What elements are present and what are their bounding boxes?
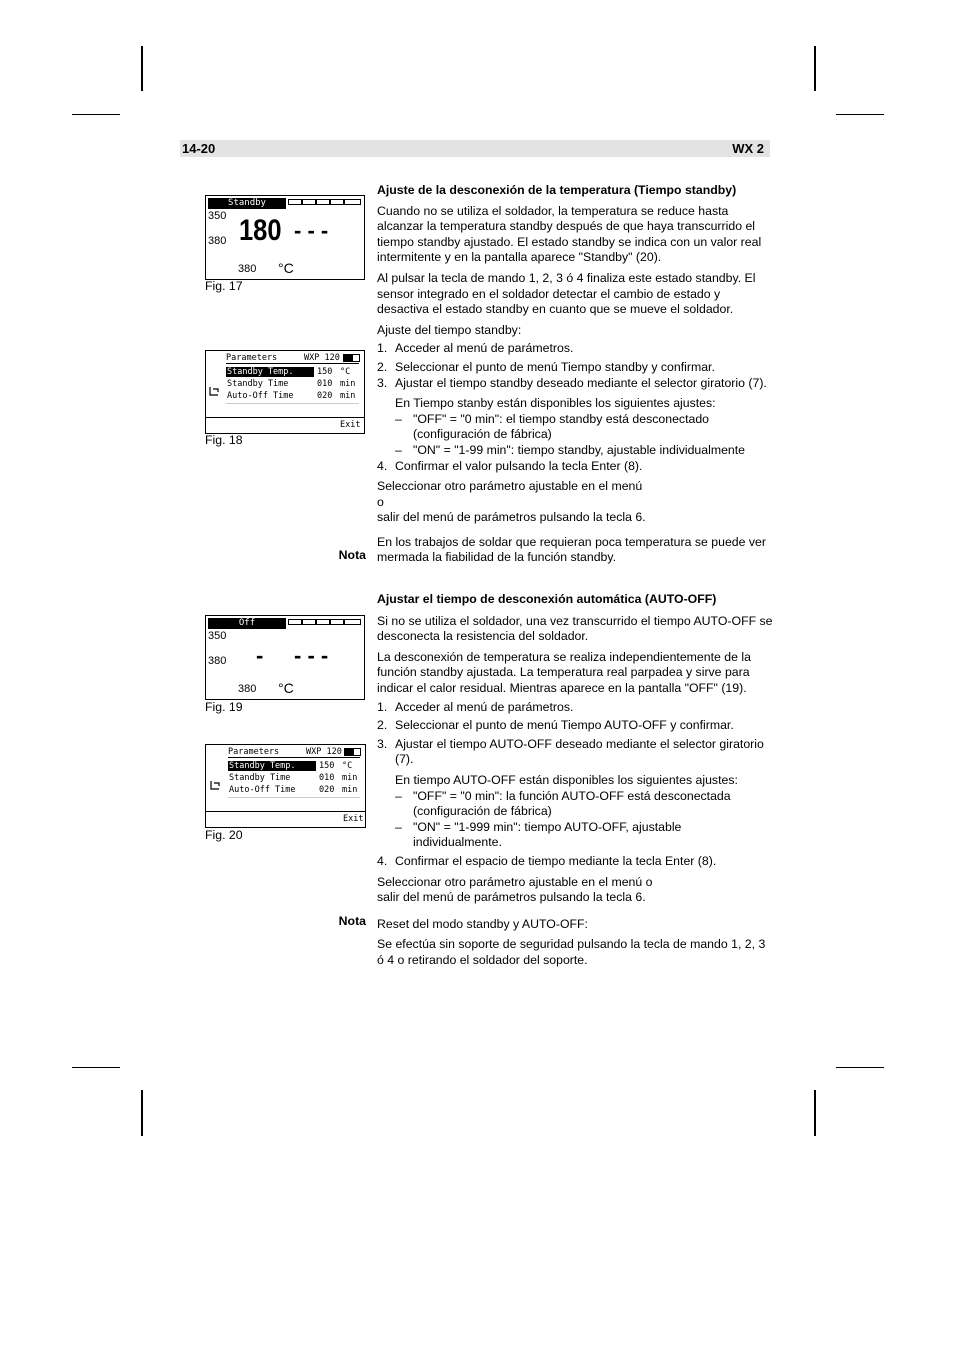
crop-mark [814,46,816,91]
fig18-row-unit: °C [340,367,351,377]
fig19-dash: - [256,643,264,668]
page-header [180,140,770,157]
divider [228,797,360,798]
fig18-caption: Fig. 18 [205,433,243,447]
paragraph: Si no se utiliza el soldador, una vez transcurrido el tiempo AUTO-OFF se desconecta la resistencia del soldador. [377,613,773,644]
paragraph: Ajuste del tiempo standby: [377,322,522,337]
note-label: Nota [338,548,366,562]
fig18-row-unit: min [340,391,356,401]
divider [228,757,360,758]
fig18-row-value: 150 [317,367,333,377]
fig19-bar-segment [302,619,316,625]
fig19-bar-segment [288,619,302,625]
fig18-row-label: Standby Temp. [227,367,294,377]
list-item: 3. Ajustar el tiempo standby deseado mediante el selector giratorio (7). [377,375,767,390]
crop-mark [836,1067,884,1068]
fig20-caption: Fig. 20 [205,828,243,842]
paragraph: salir del menú de parámetros pulsando la tecla 6. [377,890,646,905]
fig17-title-bar: Standby [208,198,286,209]
list-item: 3. Ajustar el tiempo AUTO-OFF deseado mediante el selector giratorio (7). [377,736,764,767]
crop-mark [814,1090,816,1136]
fig18-row-unit: min [340,379,356,389]
fig17-value-bottom: 380 [238,263,257,275]
fig19-value-350: 350 [208,630,227,642]
fig17-bar-segment [330,199,344,205]
fig17-temperature: 180 [239,214,282,247]
section-auto-off [377,592,773,968]
model-name: WX 2 [732,141,764,156]
fig17-bar-segment [316,199,330,205]
crop-mark [141,1090,143,1136]
fig17-bar-segment [302,199,316,205]
fig19-bar-segment [344,619,361,625]
bullet-item: – "ON" = "1-99 min": tiempo standby, ajustable individualmente [395,442,745,457]
paragraph: Cuando no se utiliza el soldador, la temperatura se reduce hasta alcanzar la temperatura standby después de que haya transcurrido el tiempo standby ajustado. El estado standby se indica con un valor real intermitente y en la pantalla aparece "Standby" (20). [377,203,762,265]
battery-icon [343,354,360,362]
paragraph: Seleccionar otro parámetro ajustable en el menú o [377,874,653,889]
fig20-title: Parameters [228,747,280,757]
note-text: Reset del modo standby y AUTO-OFF: [377,916,588,931]
list-item: 4. Confirmar el espacio de tiempo mediante la tecla Enter (8). [377,853,717,868]
fig19-unit: °C [278,680,294,696]
soldering-iron-icon [209,779,221,791]
note-text: Se efectúa sin soporte de seguridad pulsando la tecla de mando 1, 2, 3 ó 4 o retirando el soldador del soporte. [377,937,766,967]
crop-mark [836,114,884,115]
fig18-title: Parameters [226,353,278,363]
fig20-row-unit: min [342,785,358,795]
fig17-value-380: 380 [208,235,227,247]
fig17-value-350: 350 [208,210,227,222]
divider [226,403,359,404]
fig17-dashes: - - - [294,218,329,243]
divider [226,363,359,364]
list-item: 2. Seleccionar el punto de menú Tiempo AUTO-OFF y confirmar. [377,718,734,733]
section-heading: Ajustar el tiempo de desconexión automática (AUTO-OFF) [377,592,717,606]
fig19-caption: Fig. 19 [205,700,243,714]
fig18-row-value: 020 [317,391,333,401]
fig20-device: WXP 120 [306,747,342,757]
fig17-caption: Fig. 17 [205,279,243,293]
crop-mark [72,114,120,115]
fig20-row-unit: min [342,773,358,783]
fig18-exit: Exit [340,420,361,430]
soldering-iron-icon [208,385,220,397]
battery-icon [344,748,361,756]
fig19-title-bar: Off [208,618,286,629]
paragraph: Seleccionar otro parámetro ajustable en el menú [377,479,643,494]
list-item: 1. Acceder al menú de parámetros. [377,699,574,714]
bullet-item: – "ON" = "1-999 min": tiempo AUTO-OFF, ajustable individualmente. [395,819,682,850]
divider [206,417,364,418]
fig20-row-value: 020 [319,785,335,795]
fig20-exit: Exit [343,814,364,824]
divider [206,811,365,812]
paragraph: salir del menú de parámetros pulsando la tecla 6. [377,510,646,525]
fig20-row-label: Standby Time [229,773,291,783]
paragraph: Al pulsar la tecla de mando 1, 2, 3 ó 4 finaliza este estado standby. El sensor integrado en el soldador detectar el cambio de estado y desactiva el estado standby en cuanto que se mueve el soldador. [377,270,756,317]
fig20-row-label: Auto-Off Time [229,785,296,795]
section-heading: Ajuste de la desconexión de la temperatura (Tiempo standby) [377,183,737,197]
list-item: 2. Seleccionar el punto de menú Tiempo standby y confirmar. [377,359,715,374]
fig18-row-label: Standby Time [227,379,289,389]
paragraph: En tiempo AUTO-OFF están disponibles los siguientes ajustes: [395,772,738,787]
fig18-row-label: Auto-Off Time [227,391,294,401]
bullet-item: – "OFF" = "0 min": el tiempo standby está desconectado (configuración de fábrica) [395,411,709,442]
list-item: 4. Confirmar el valor pulsando la tecla Enter (8). [377,458,643,473]
paragraph: En Tiempo stanby están disponibles los siguientes ajustes: [395,396,716,411]
bullet-item: – "OFF" = "0 min": la función AUTO-OFF está desconectada (configuración de fábrica) [395,788,731,819]
section-standby [377,183,773,566]
fig20-row-unit: °C [342,761,353,771]
fig17-bar-segment [344,199,361,205]
fig18-display [205,350,365,434]
paragraph: o [377,494,384,509]
fig19-bar-segment [330,619,344,625]
crop-mark [141,46,143,91]
fig19-value-380: 380 [208,655,227,667]
fig18-row-value: 010 [317,379,333,389]
note-label: Nota [338,914,366,928]
fig17-display [205,195,365,280]
fig18-device: WXP 120 [304,353,340,363]
fig19-value-bottom: 380 [238,683,257,695]
fig20-display [205,744,366,828]
note-text: En los trabajos de soldar que requieran poca temperatura se puede ver mermada la fiabilidad de la función standby. [377,534,766,565]
fig20-row-value: 010 [319,773,335,783]
fig19-display [205,615,365,700]
fig20-row-value: 150 [319,761,335,771]
paragraph: La desconexión de temperatura se realiza independientemente de la función standby ajustada. La temperatura real parpadea y sirve para indicar el calor residual. Mientras aparece en la pantalla "OFF" (19). [377,649,751,695]
fig17-bar-segment [288,199,302,205]
crop-mark [72,1067,120,1068]
list-item: 1. Acceder al menú de parámetros. [377,341,574,356]
fig17-unit: °C [278,260,294,276]
fig20-row-label: Standby Temp. [229,761,296,771]
page-number: 14-20 [182,141,216,156]
fig19-dashes: - - - [294,643,329,668]
fig19-bar-segment [316,619,330,625]
